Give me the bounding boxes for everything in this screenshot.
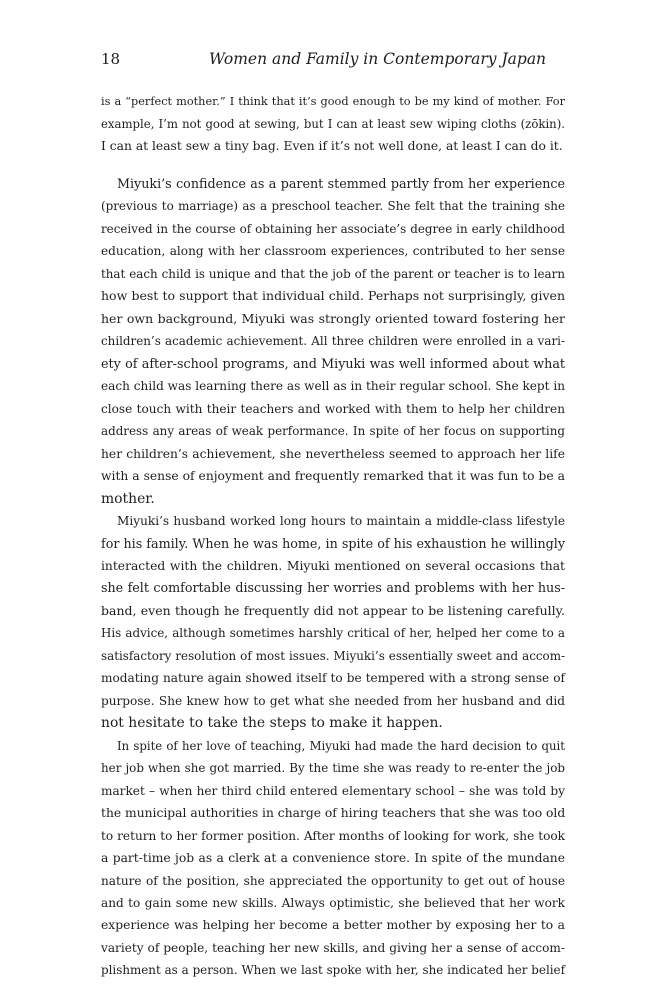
paragraph-3-line: and to gain some new skills. Always optimistic, she believed that her work <box>101 896 565 910</box>
paragraph-3-line: a part-time job as a clerk at a convenience store. In spite of the mundane <box>101 851 565 866</box>
paragraph-3-line: her job when she got married. By the time she was ready to re-enter the job <box>101 761 565 776</box>
paragraph-1-line: how best to support that individual child. Perhaps not surprisingly, given <box>101 288 565 304</box>
block-quote <box>101 91 565 157</box>
paragraph-2-line: not hesitate to take the steps to make it happen. <box>101 715 443 732</box>
quote-line: example, I’m not good at sewing, but I can at least sew wiping cloths (zōkin). <box>101 117 565 131</box>
paragraph-1-line: that each child is unique and that the job of the parent or teacher is to learn <box>101 266 565 281</box>
paragraph-2-line: band, even though he frequently did not appear to be listening carefully. <box>101 602 565 618</box>
paragraph-1-line: children’s academic achievement. All three children were enrolled in a vari- <box>101 334 565 349</box>
quote-line: I can at least sew a tiny bag. Even if it’s not well done, at least I can do it. <box>101 139 563 153</box>
paragraph-3-line: the municipal authorities in charge of hiring teachers that she was too old <box>101 806 566 821</box>
paragraph-1-line: (previous to marriage) as a preschool teacher. She felt that the training she <box>101 199 565 214</box>
paragraph-1-line: mother. <box>101 490 155 507</box>
quote-line: is a “perfect mother.” I think that it’s good enough to be my kind of mother. For <box>101 95 565 108</box>
paragraph-1-line: her children’s achievement, she nevertheless seemed to approach her life <box>101 446 565 461</box>
paragraph-1-line: with a sense of enjoyment and frequently remarked that it was fun to be a <box>101 469 565 484</box>
paragraph-2-line: interacted with the children. Miyuki mentioned on several occasions that <box>101 558 565 573</box>
paragraph-1-line: her own background, Miyuki was strongly oriented toward fostering her <box>101 310 565 326</box>
paragraph-3-line: experience was helping her become a better mother by exposing her to a <box>101 918 565 933</box>
body-text <box>101 173 565 982</box>
paragraph-1-line: each child was learning there as well as in their regular school. She kept in <box>101 379 566 394</box>
paragraph-1-line: education, along with her classroom experiences, contributed to her sense <box>101 244 565 259</box>
paragraph-1-line: address any areas of weak performance. In spite of her focus on supporting <box>101 424 565 439</box>
paragraph-1-line: close touch with their teachers and worked with them to help her children <box>101 401 565 416</box>
paragraph-2-line: modating nature again showed itself to be tempered with a strong sense of <box>101 671 565 686</box>
paragraph-3-line: In spite of her love of teaching, Miyuki had made the hard decision to quit <box>117 738 565 753</box>
page-header <box>101 50 565 72</box>
paragraph-1-line: received in the course of obtaining her associate’s degree in early childhood <box>101 221 565 236</box>
page-number: 18 <box>101 50 121 68</box>
paragraph-3-line: to return to her former position. After months of looking for work, she took <box>101 828 565 843</box>
paragraph-3-line: plishment as a person. When we last spoke with her, she indicated her belief <box>101 963 565 978</box>
paragraph-1-line: ety of after-school programs, and Miyuki was well informed about what <box>101 355 565 371</box>
paragraph-2-line: she felt comfortable discussing her worries and problems with her hus- <box>101 580 565 596</box>
paragraph-3-line: nature of the position, she appreciated the opportunity to get out of house <box>101 873 565 888</box>
running-title: Women and Family in Contemporary Japan <box>209 50 547 68</box>
paragraph-3-line: variety of people, teaching her new skills, and giving her a sense of accom- <box>101 940 565 955</box>
paragraph-2-line: His advice, although sometimes harshly critical of her, helped her come to a <box>101 626 565 641</box>
paragraph-1-line: Miyuki’s confidence as a parent stemmed partly from her experience <box>117 176 565 191</box>
paragraph-3-line: market – when her third child entered elementary school – she was told by <box>101 783 565 798</box>
paragraph-2-line: for his family. When he was home, in spite of his exhaustion he willingly <box>101 535 565 551</box>
paragraph-2-line: Miyuki’s husband worked long hours to maintain a middle-class lifestyle <box>117 514 565 529</box>
paragraph-2-line: satisfactory resolution of most issues. Miyuki’s essentially sweet and accom- <box>101 648 565 663</box>
paragraph-2-line: purpose. She knew how to get what she needed from her husband and did <box>101 693 565 708</box>
